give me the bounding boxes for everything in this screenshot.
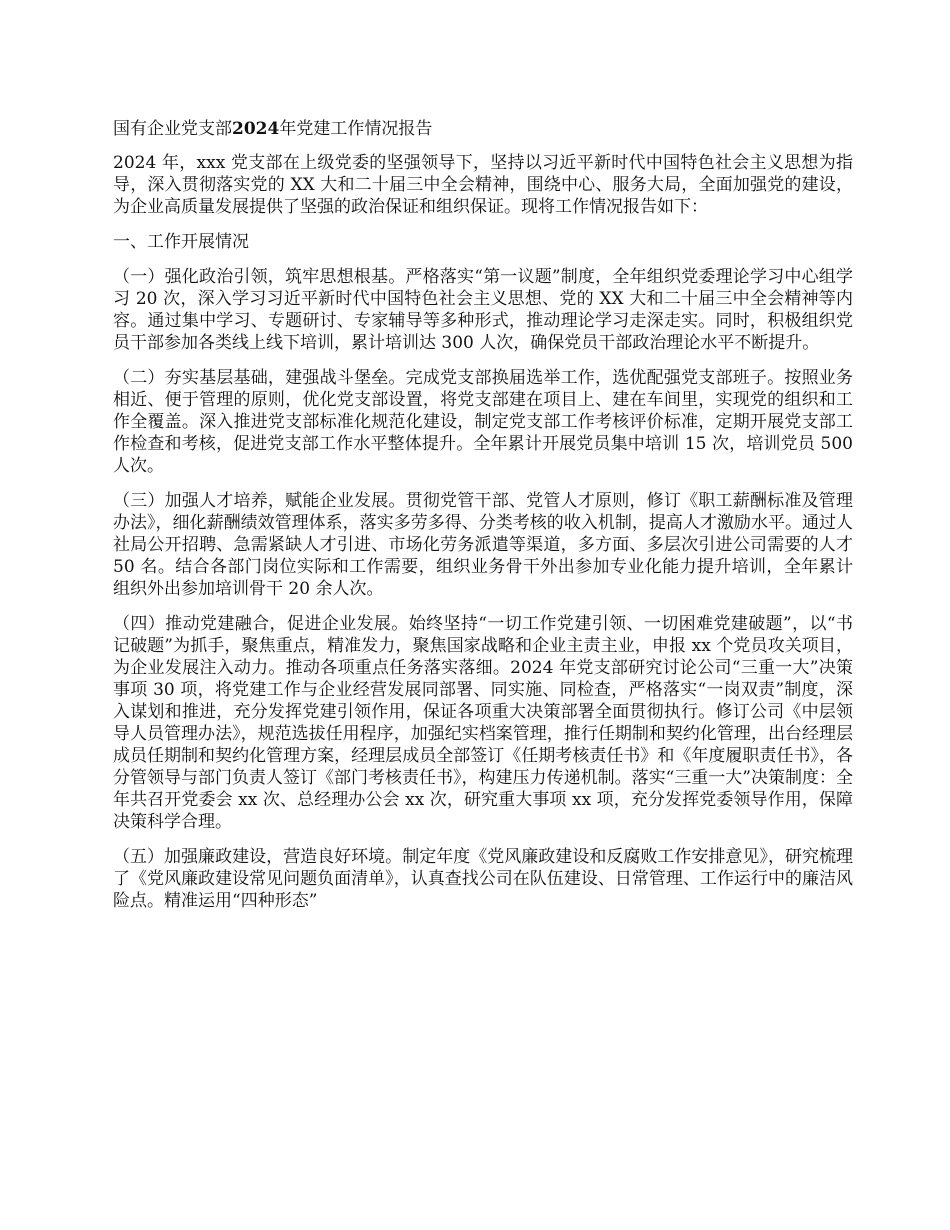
title-suffix: 年党建工作情况报告	[279, 119, 433, 139]
document-page	[113, 118, 853, 925]
paragraph-1: （一）强化政治引领，筑牢思想根基。严格落实“第一议题”制度，全年组织党委理论学习中心组学习 20 次，深入学习习近平新时代中国特色社会主义思想、党的 XX 大和二十届三中全会精神等内容。通过集中学习、专题研讨、专家辅导等多种形式，推动理论学习走深走实。同时，积极组织党员干部参加各类线上线下培训，累计培训达 300 人次，确保党员干部政治理论水平不断提升。	[113, 267, 853, 353]
title-prefix: 国有企业党支部	[113, 119, 232, 139]
document-title	[113, 118, 853, 140]
paragraph-4: （四）推动党建融合，促进企业发展。始终坚持“一切工作党建引领、一切困难党建破题”，以“书记破题”为抓手，聚焦重点，精准发力，聚焦国家战略和企业主责主业，申报 xx 个党员攻关项目，为企业发展注入动力。推动各项重点任务落实落细。2024 年党支部研究讨论公司“三重一大”决策事项 30 项，将党建工作与企业经营发展同部署、同实施、同检查，严格落实“一岗双责”制度，深入谋划和推进，充分发挥党建引领作用，保证各项重大决策部署全面贯彻执行。修订公司《中层领导人员管理办法》，规范选拔任用程序，加强纪实档案管理，推行任期制和契约化管理，出台经理层成员任期制和契约化管理方案，经理层成员全部签订《任期考核责任书》和《年度履职责任书》，各分管领导与部门负责人签订《部门考核责任书》，构建压力传递机制。落实“三重一大”决策制度：全年共召开党委会 xx 次、总经理办公会 xx 次，研究重大事项 xx 项，充分发挥党委领导作用，保障决策科学合理。	[113, 614, 853, 832]
section-heading: 一、工作开展情况	[113, 232, 249, 252]
paragraph-5: （五）加强廉政建设，营造良好环境。制定年度《党风廉政建设和反腐败工作安排意见》，研究梳理了《党风廉政建设常见问题负面清单》，认真查找公司在队伍建设、日常管理、工作运行中的廉洁风险点。精准运用“四种形态”	[113, 847, 853, 911]
intro-paragraph: 2024 年，xxx 党支部在上级党委的坚强领导下，坚持以习近平新时代中国特色社会主义思想为指导，深入贯彻落实党的 XX 大和二十届三中全会精神，围绕中心、服务大局，全面加强党的建设，为企业高质量发展提供了坚强的政治保证和组织保证。现将工作情况报告如下：	[113, 153, 853, 217]
paragraph-3: （三）加强人才培养，赋能企业发展。贯彻党管干部、党管人才原则，修订《职工薪酬标准及管理办法》，细化薪酬绩效管理体系，落实多劳多得、分类考核的收入机制，提高人才激励水平。通过人社局公开招聘、急需紧缺人才引进、市场化劳务派遣等渠道，多方面、多层次引进公司需要的人才 50 名。结合各部门岗位实际和工作需要，组织业务骨干外出参加专业化能力提升培训，全年累计组织外出参加培训骨干 20 余人次。	[113, 491, 853, 599]
paragraph-2: （二）夯实基层基础，建强战斗堡垒。完成党支部换届选举工作，选优配强党支部班子。按照业务相近、便于管理的原则，优化党支部设置，将党支部建在项目上、建在车间里，实现党的组织和工作全覆盖。深入推进党支部标准化规范化建设，制定党支部工作考核评价标准，定期开展党支部工作检查和考核，促进党支部工作水平整体提升。全年累计开展党员集中培训 15 次，培训党员 500 人次。	[113, 368, 853, 476]
title-year: 2024	[232, 119, 280, 139]
